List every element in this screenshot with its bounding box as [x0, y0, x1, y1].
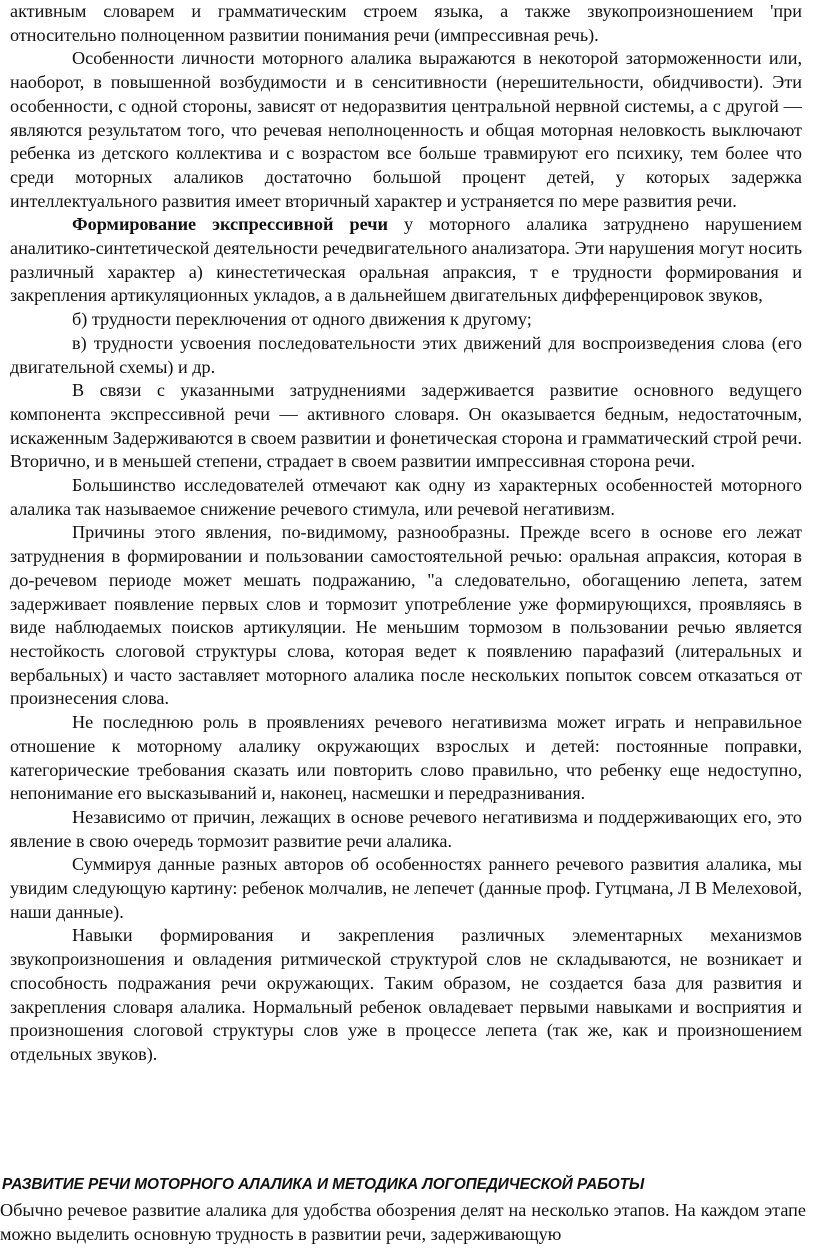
document-body [10, 0, 802, 1067]
paragraph-expressive-speech [10, 213, 802, 308]
section-body [0, 1199, 806, 1246]
section-heading: РАЗВИТИЕ РЕЧИ МОТОРНОГО АЛАЛИКА И МЕТОДИКА ЛОГОПЕДИЧЕСКОЙ РАБОТЫ [2, 1176, 645, 1193]
paragraph-skills: Навыки формирования и закрепления различных элементарных механизмов звукопроизношения и овладения ритмической структурой слов не складываются, не возникает и способность подражания речи окружающих. Таким образом, не создается база для развития и закрепления словаря алалика. Нормальный ребенок овладевает первыми навыками и восприятия и произношения слоговой структуры слов уже в процессе лепета (так же, как и произношением отдельных звуков). [10, 925, 802, 1064]
paragraph-independent: Независимо от причин, лежащих в основе речевого негативизма и поддерживающих его, это явление в свою очередь тормозит развитие речи алалика. [10, 806, 802, 851]
paragraph-expressive-speech-text: у моторного алалика затруднено нарушением аналитико-синтетической деятельности речедвигательного анализатора. Эти нарушения могут носить различный характер а) кинестетическая оральная апраксия, т е трудности формирования и закрепления артикуляционных укладов, а в дальнейшем двигательных дифференцировок звуков, [10, 214, 802, 306]
paragraph-stages: Обычно речевое развитие алалика для удобства обозрения делят на несколько этапов. На каждом этапе можно выделить основную трудность в развитии речи, задерживающую [0, 1200, 806, 1244]
paragraph-item-b: б) трудности переключения от одного движения к другому; [72, 309, 532, 330]
paragraph-negativism: Большинство исследователей отмечают как одну из характерных особенностей моторного алалика так называемое снижение речевого стимула, или речевой негативизм. [10, 475, 802, 519]
paragraph-summary: Суммируя данные разных авторов об особенностях раннего речевого развития алалика, мы увидим следующую картину: ребенок молчалив, не лепечет (данные проф. Гутцмана, Л В Мелеховой, наши данные). [10, 854, 802, 922]
paragraph-item-v: в) трудности усвоения последовательности этих движений для воспроизведения слова (его двигательной схемы) и др. [10, 332, 802, 377]
paragraph-continuation: активным словарем и грамматическим строем языка, а также звукопроизношением 'при относительно полноценном развитии понимания речи (импрессивная речь). [10, 1, 802, 45]
bold-term: Формирование экспрессивной речи [72, 214, 389, 235]
paragraph-personality: Особенности личности моторного алалика выражаются в некоторой заторможенности или, наоборот, в повышенной возбудимости и в сенситивности (нерешительности, обидчивости). Эти особенности, с одной стороны, зависят от недоразвития центральной нервной системы, а с другой — являются результатом того, что речевая неполноценность и общая моторная неловкость выключают ребенка из детского коллектива и с возрастом все больше травмируют его психику, тем более что среди моторных алаликов достаточно большой процент детей, у которых задержка интеллектуального развития имеет вторичный характер и устраняется по мере развития речи. [10, 48, 802, 211]
paragraph-vocabulary: В связи с указанными затруднениями задерживается развитие основного ведущего компонента экспрессивной речи — активного словаря. Он оказывается бедным, недостаточным, искаженным Задерживаются в своем развитии и фонетическая сторона и грамматический строй речи. Вторично, и в меньшей степени, страдает в своем развитии импрессивная сторона речи. [10, 380, 802, 472]
paragraph-causes: Причины этого явления, по-видимому, разнообразны. Прежде всего в основе его лежат затруднения в формировании и пользовании самостоятельной речью: оральная апраксия, которая в до-речевом периоде может мешать подражанию, "а следовательно, обогащению лепета, затем задерживает появление первых слов и тормозит употребление уже формирующихся, проявляясь в виде наблюдаемых поисков артикуляции. Не меньшим тормозом в пользовании речью является нестойкость слоговой структуры слова, которая ведет к появлению парафазий (литеральных и вербальных) и часто заставляет моторного алалика после нескольких попыток совсем отказаться от произнесения слова. [10, 522, 802, 709]
paragraph-attitude: Не последнюю роль в проявлениях речевого негативизма может играть и неправильное отношение к моторному алалику окружающих взрослых и детей: постоянные поправки, категорические требования сказать или повторить слово правильно, что ребенку еще недоступно, непонимание его высказываний и, наконец, насмешки и передразнивания. [10, 712, 802, 804]
